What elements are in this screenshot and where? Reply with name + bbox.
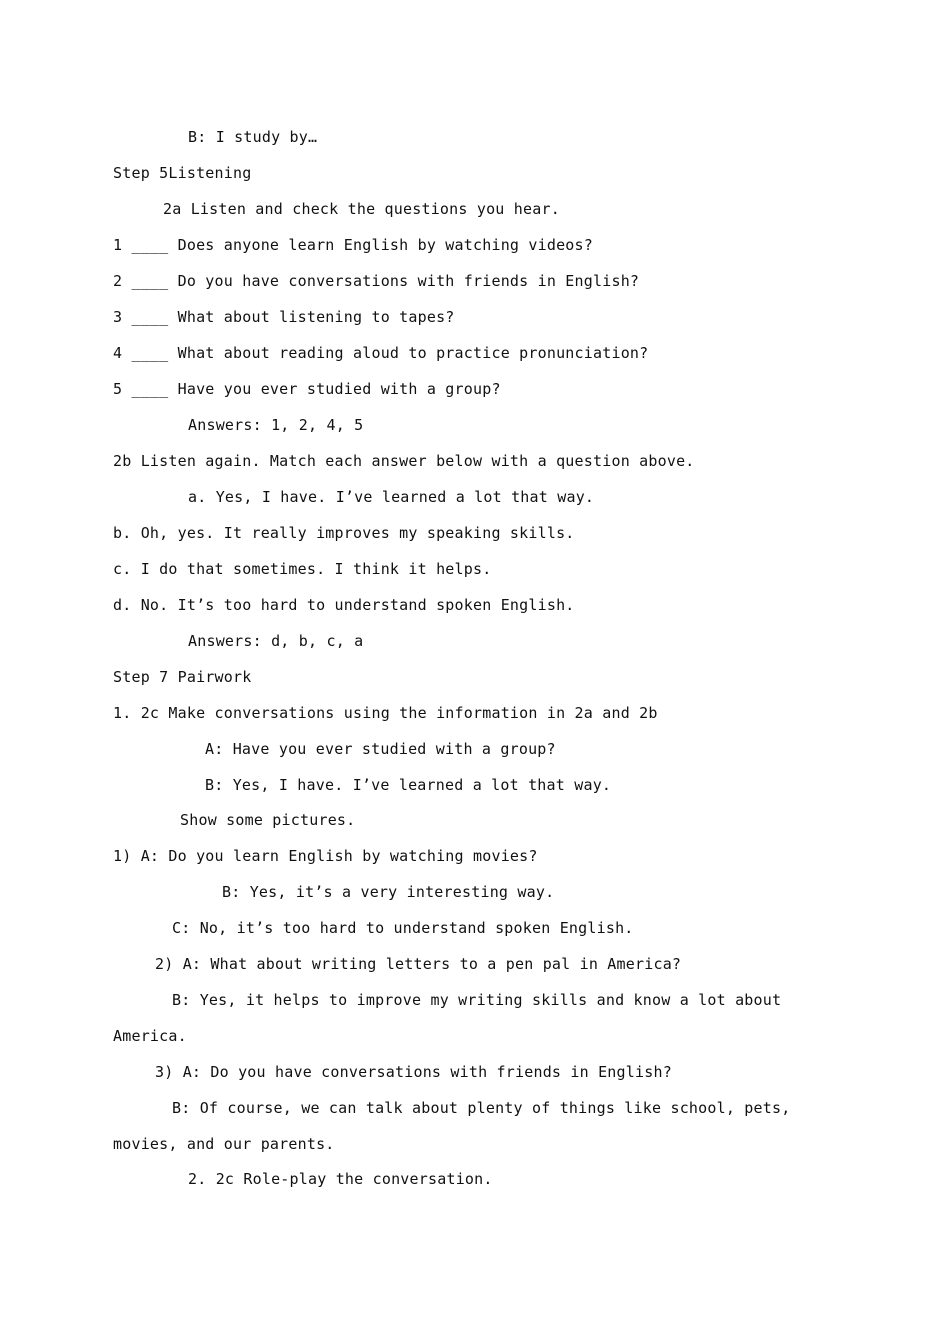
answers-2b: Answers: d, b, c, a (188, 632, 364, 650)
step-5-heading: Step 5Listening (113, 164, 252, 182)
dialogue-line-b-study: B: I study by… (188, 128, 318, 146)
example-dialogue-b: B: Yes, I have. I’ve learned a lot that way. (205, 776, 612, 794)
show-pictures-note: Show some pictures. (180, 811, 356, 829)
dialogue-2-b-continued: America. (113, 1027, 187, 1045)
answer-option-d: d. No. It’s too hard to understand spoken English. (113, 596, 575, 614)
answer-option-c: c. I do that sometimes. I think it helps. (113, 560, 492, 578)
dialogue-3-b: B: Of course, we can talk about plenty of things like school, pets, (172, 1099, 791, 1117)
dialogue-3-b-continued: movies, and our parents. (113, 1135, 335, 1153)
example-dialogue-a: A: Have you ever studied with a group? (205, 740, 556, 758)
question-item-1: 1 ____ Does anyone learn English by watching videos? (113, 236, 593, 254)
question-item-4: 4 ____ What about reading aloud to practice pronunciation? (113, 344, 649, 362)
dialogue-2-b: B: Yes, it helps to improve my writing skills and know a lot about (172, 991, 782, 1009)
question-item-3: 3 ____ What about listening to tapes? (113, 308, 455, 326)
question-item-2: 2 ____ Do you have conversations with friends in English? (113, 272, 640, 290)
dialogue-3-a: 3) A: Do you have conversations with friends in English? (155, 1063, 672, 1081)
task-2b-instruction: 2b Listen again. Match each answer below with a question above. (113, 452, 695, 470)
answer-option-b: b. Oh, yes. It really improves my speaking skills. (113, 524, 575, 542)
role-play-instruction: 2. 2c Role-play the conversation. (188, 1170, 493, 1188)
dialogue-1-c: C: No, it’s too hard to understand spoken English. (172, 919, 634, 937)
dialogue-2-a: 2) A: What about writing letters to a pen pal in America? (155, 955, 682, 973)
step-7-heading: Step 7 Pairwork (113, 668, 252, 686)
answers-2a: Answers: 1, 2, 4, 5 (188, 416, 364, 434)
task-2a-instruction: 2a Listen and check the questions you hear. (163, 200, 560, 218)
dialogue-1-b: B: Yes, it’s a very interesting way. (222, 883, 555, 901)
task-2c-instruction: 1. 2c Make conversations using the information in 2a and 2b (113, 704, 658, 722)
answer-option-a: a. Yes, I have. I’ve learned a lot that way. (188, 488, 595, 506)
dialogue-1-a: 1) A: Do you learn English by watching movies? (113, 847, 538, 865)
question-item-5: 5 ____ Have you ever studied with a group? (113, 380, 501, 398)
